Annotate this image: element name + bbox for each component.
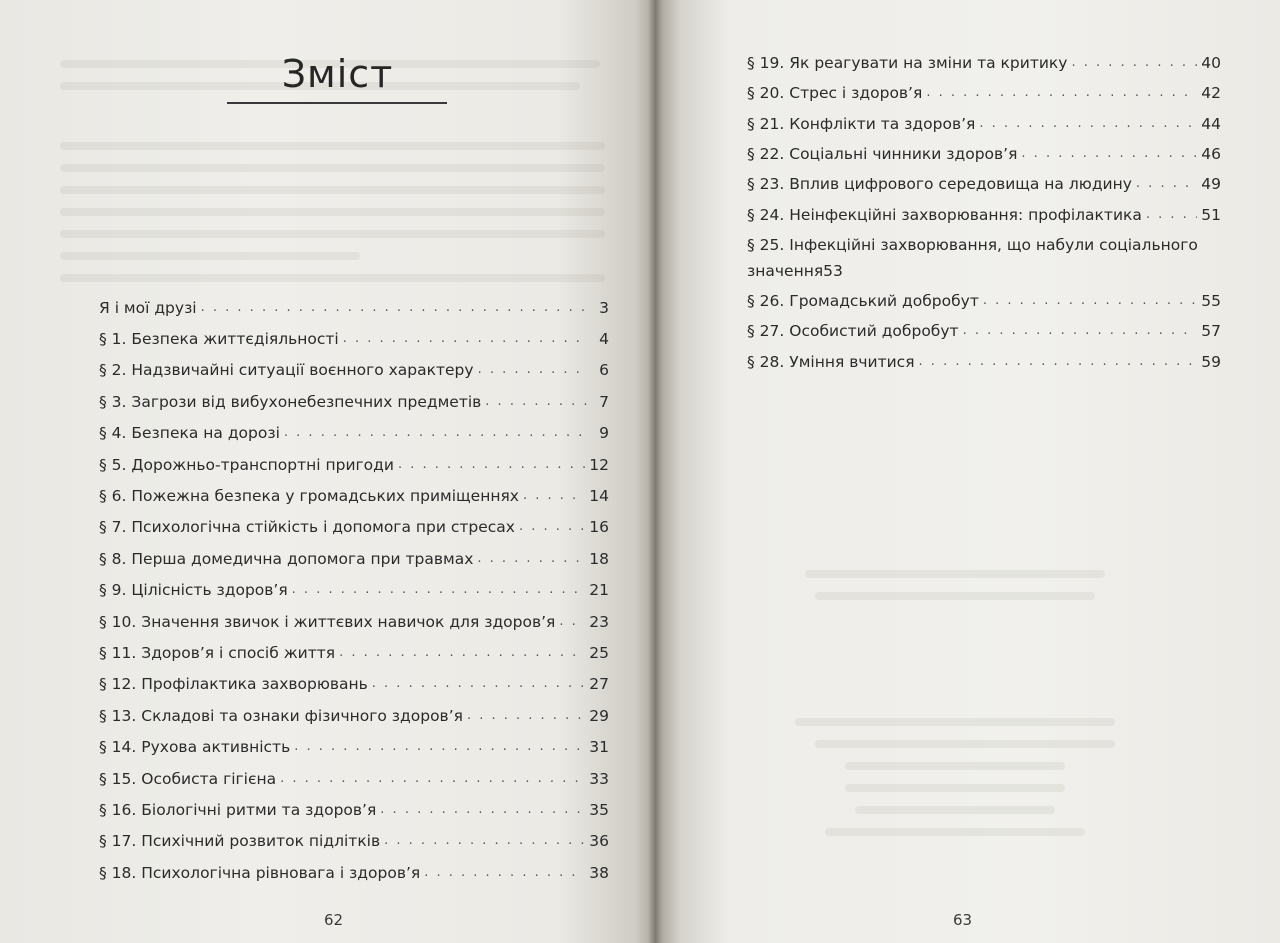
toc-entry-page: 14 (589, 487, 609, 506)
toc-entry-page: 6 (599, 361, 609, 380)
toc-entry-page: 57 (1201, 322, 1221, 341)
toc-entry[interactable] (747, 346, 1221, 376)
toc-entry-label: § 3. Загрози від вибухонебезпечних предметів (99, 392, 482, 411)
show-through-line (815, 592, 1095, 600)
toc-entry[interactable] (747, 199, 1221, 229)
toc-entry-page: 36 (589, 832, 609, 851)
show-through-line (825, 828, 1085, 836)
toc-entry-page: 59 (1201, 352, 1221, 371)
dot-leader (519, 517, 585, 537)
toc-entry-label: § 1. Безпека життєдіяльності (99, 330, 339, 349)
dot-leader (380, 800, 585, 820)
toc-entry-page: 12 (589, 455, 609, 474)
dot-leader (478, 360, 587, 380)
dot-leader (292, 580, 586, 600)
show-through-line (60, 252, 360, 260)
toc-entry-label: § 19. Як реагувати на зміни та критику (747, 54, 1068, 73)
toc-entry-page: 3 (599, 298, 609, 317)
book-gutter (648, 0, 662, 943)
toc-entry-page: 23 (589, 612, 609, 631)
toc-entry[interactable] (99, 606, 609, 637)
page-number-left: 62 (324, 911, 344, 929)
dot-leader (559, 612, 585, 632)
toc-entry-page: 38 (589, 863, 609, 882)
toc-entry-page: 9 (599, 424, 609, 443)
dot-leader (477, 549, 585, 569)
dot-leader (1136, 174, 1197, 194)
toc-entry[interactable] (99, 637, 609, 668)
dot-leader (983, 291, 1197, 311)
toc-entry[interactable] (99, 355, 609, 386)
show-through-line (805, 570, 1105, 578)
toc-entry-label: § 13. Складові та ознаки фізичного здоров’я (99, 706, 463, 725)
toc-entry-label: § 10. Значення звичок і життєвих навичок для здоров’я (99, 612, 556, 631)
dot-leader (201, 298, 587, 318)
show-through-line (855, 806, 1055, 814)
toc-entry-label: § 25. Інфекційні захворювання, що набули соціального (747, 235, 1198, 254)
toc-entry-page: 7 (599, 392, 609, 411)
toc-entry[interactable] (99, 543, 609, 574)
toc-entry-page: 29 (589, 706, 609, 725)
toc-entry[interactable] (99, 386, 609, 417)
show-through-line (60, 186, 605, 194)
show-through-line (60, 208, 605, 216)
toc-entry-page: 44 (1201, 114, 1221, 133)
toc-entry-label: § 8. Перша домедична допомога при травмах (99, 549, 474, 568)
toc-entry-page: 25 (589, 643, 609, 662)
dot-leader (384, 831, 585, 851)
dot-leader (963, 321, 1198, 341)
dot-leader (398, 455, 585, 475)
toc-entry-page: 33 (589, 769, 609, 788)
toc-entry[interactable] (747, 316, 1221, 346)
toc-entry-page: 42 (1201, 84, 1221, 103)
toc-entry[interactable] (99, 449, 609, 480)
toc-entry[interactable] (99, 763, 609, 794)
dot-leader (919, 352, 1198, 372)
toc-entry[interactable] (99, 826, 609, 857)
show-through-line (60, 142, 605, 150)
dot-leader (1021, 144, 1197, 164)
dot-leader (523, 486, 585, 506)
toc-entry[interactable] (99, 794, 609, 825)
toc-entry[interactable] (747, 169, 1221, 199)
toc-entry[interactable] (99, 323, 609, 354)
toc-entry[interactable] (747, 78, 1221, 108)
toc-entry[interactable] (99, 292, 609, 323)
show-through-line (60, 274, 605, 282)
dot-leader (1146, 205, 1197, 225)
toc-entry-label: § 24. Неінфекційні захворювання: профілактика (747, 205, 1142, 224)
toc-entry[interactable] (747, 109, 1221, 139)
dot-leader (926, 83, 1197, 103)
dot-leader (280, 769, 585, 789)
toc-list-right (747, 48, 1221, 377)
show-through-line (60, 164, 605, 172)
toc-entry[interactable] (99, 575, 609, 606)
toc-entry-label: § 26. Громадський добробут (747, 291, 979, 310)
toc-entry[interactable] (747, 230, 1221, 286)
toc-entry-page: 16 (589, 518, 609, 537)
toc-entry-page: 31 (589, 738, 609, 757)
dot-leader (424, 863, 585, 883)
toc-entry-label: § 22. Соціальні чинники здоров’я (747, 145, 1018, 164)
toc-entry[interactable] (99, 418, 609, 449)
toc-entry-page: 53 (823, 261, 843, 280)
dot-leader (979, 114, 1197, 134)
toc-entry-page: 27 (589, 675, 609, 694)
toc-entry-label: § 2. Надзвичайні ситуації воєнного характеру (99, 361, 474, 380)
dot-leader (372, 674, 585, 694)
toc-entry-label: § 28. Уміння вчитися (747, 352, 915, 371)
toc-entry-label: § 7. Психологічна стійкість і допомога при стресах (99, 518, 515, 537)
toc-entry-label: § 4. Безпека на дорозі (99, 424, 280, 443)
toc-entry-page: 51 (1201, 205, 1221, 224)
toc-entry[interactable] (747, 286, 1221, 316)
dot-leader (467, 706, 585, 726)
show-through-line (815, 740, 1115, 748)
show-through-line (845, 784, 1065, 792)
toc-entry[interactable] (99, 700, 609, 731)
toc-list-left (99, 292, 609, 888)
toc-entry[interactable] (747, 139, 1221, 169)
toc-entry-page: 40 (1201, 54, 1221, 73)
toc-entry-label: § 6. Пожежна безпека у громадських приміщеннях (99, 487, 519, 506)
toc-entry[interactable] (99, 857, 609, 888)
toc-entry-label: § 5. Дорожньо-транспортні пригоди (99, 455, 394, 474)
toc-entry-page: 21 (589, 581, 609, 600)
toc-entry-label: § 12. Профілактика захворювань (99, 675, 368, 694)
toc-entry-label: § 17. Психічний розвиток підлітків (99, 832, 381, 851)
toc-entry-label: § 21. Конфлікти та здоров’я (747, 114, 976, 133)
toc-entry[interactable] (99, 731, 609, 762)
toc-entry-label: § 23. Вплив цифрового середовища на людину (747, 175, 1132, 194)
toc-entry-page: 4 (599, 330, 609, 349)
title-underline (227, 102, 447, 104)
toc-entry-page: 18 (589, 549, 609, 568)
toc-entry-page: 35 (589, 800, 609, 819)
toc-entry-label: Я і мої друзі (99, 298, 197, 317)
toc-entry-label: § 9. Цілісність здоров’я (99, 581, 288, 600)
toc-entry-label: § 16. Біологічні ритми та здоров’я (99, 800, 377, 819)
show-through-line (845, 762, 1065, 770)
toc-entry-label: § 18. Психологічна рівновага і здоров’я (99, 863, 421, 882)
toc-entry-page: 46 (1201, 145, 1221, 164)
dot-leader (284, 423, 587, 443)
dot-leader (343, 329, 587, 349)
dot-leader (339, 643, 585, 663)
toc-entry-label: § 20. Стрес і здоров’я (747, 84, 923, 103)
toc-entry-page: 49 (1201, 175, 1221, 194)
toc-entry-label: § 11. Здоров’я і спосіб життя (99, 643, 336, 662)
toc-entry[interactable] (99, 512, 609, 543)
toc-entry-label: § 14. Рухова активність (99, 738, 291, 757)
toc-entry-label-continued: значення (747, 261, 824, 280)
dot-leader (485, 392, 587, 412)
toc-entry[interactable] (99, 669, 609, 700)
dot-leader (1071, 53, 1197, 73)
toc-entry-label: § 15. Особиста гігієна (99, 769, 277, 788)
page-number-right: 63 (953, 911, 973, 929)
dot-leader (294, 737, 585, 757)
toc-entry-label: § 27. Особистий добробут (747, 322, 959, 341)
toc-entry[interactable] (747, 48, 1221, 78)
toc-entry-page: 55 (1201, 291, 1221, 310)
show-through-line (60, 230, 605, 238)
toc-entry[interactable] (99, 480, 609, 511)
show-through-line (795, 718, 1115, 726)
contents-title: Зміст (281, 52, 394, 96)
